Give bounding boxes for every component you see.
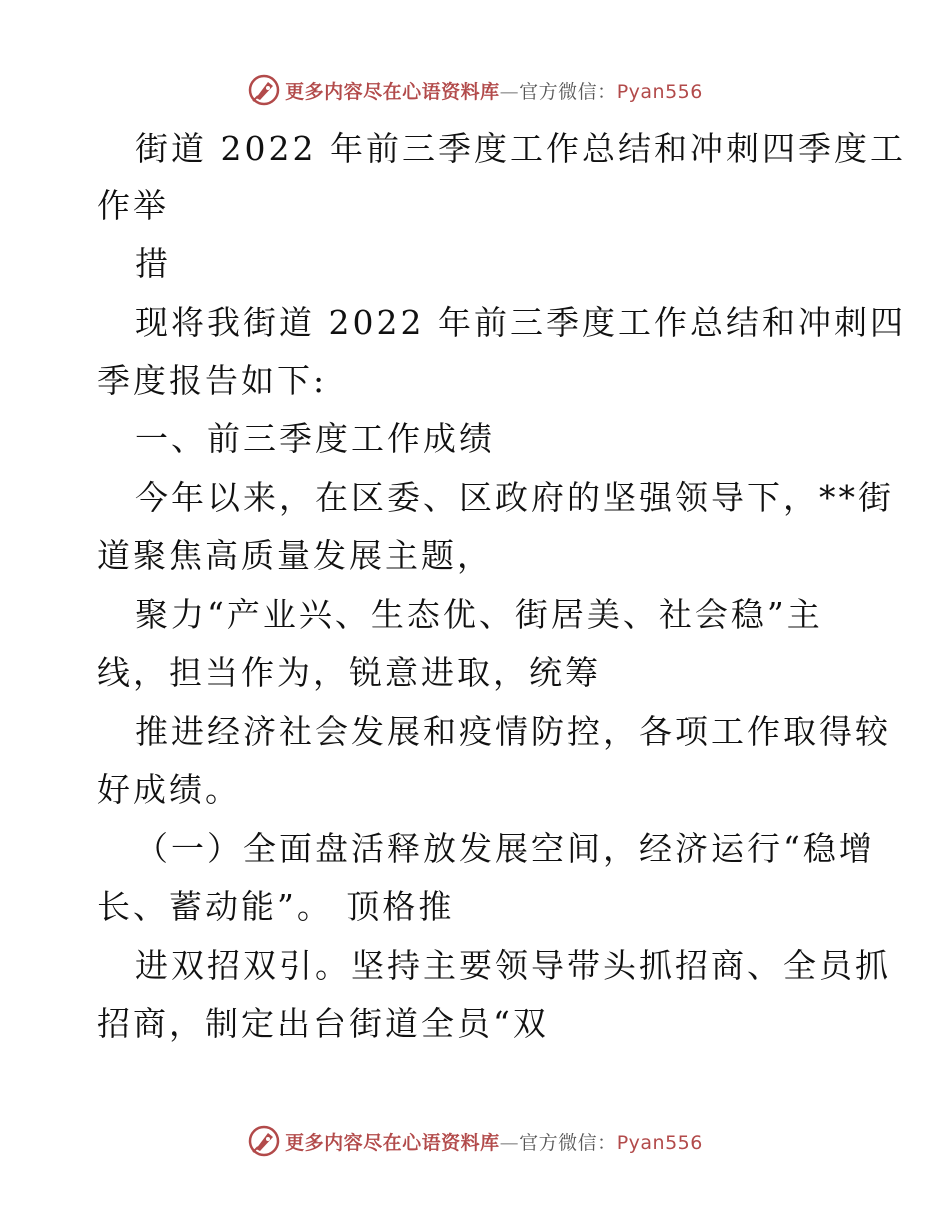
- pen-nib-logo-icon: [247, 73, 281, 107]
- paragraph-line: 招商，制定出台街道全员“双: [97, 1004, 549, 1043]
- paragraph-line: 推进经济社会发展和疫情防控，各项工作取得较: [135, 712, 891, 751]
- title-line-1: 街道 2022 年前三季度工作总结和冲刺四季度工: [135, 129, 906, 168]
- section-heading: 一、前三季度工作成绩: [135, 419, 495, 458]
- watermark-sub: 官方微信：: [519, 1131, 617, 1154]
- footer-watermark: [0, 1121, 950, 1161]
- paragraph-line: 季度报告如下:: [97, 361, 328, 400]
- watermark-separator: —: [499, 80, 520, 103]
- paragraph-line: 现将我街道 2022 年前三季度工作总结和冲刺四: [135, 303, 906, 342]
- watermark-sub: 官方微信：: [519, 80, 617, 103]
- header-watermark: [0, 70, 950, 110]
- watermark-main: 更多内容尽在心语资料库: [285, 1131, 500, 1154]
- watermark-main: 更多内容尽在心语资料库: [285, 80, 500, 103]
- paragraph-line: 聚力“产业兴、生态优、街居美、社会稳”主: [135, 595, 823, 634]
- paragraph-line: 好成绩。: [97, 770, 241, 809]
- title-line-2: 作举: [97, 186, 169, 225]
- paragraph-line: 线，担当作为，锐意进取，统筹: [97, 653, 601, 692]
- paragraph-line: 道聚焦高质量发展主题，: [97, 536, 493, 575]
- watermark-separator: —: [499, 1131, 520, 1154]
- watermark-id: Pyan556: [616, 80, 703, 103]
- watermark-text: [285, 1128, 703, 1155]
- watermark-text: [285, 77, 703, 104]
- paragraph-line: （一）全面盘活释放发展空间，经济运行“稳增: [135, 829, 875, 868]
- pen-nib-logo-icon: [247, 1124, 281, 1158]
- paragraph-line: 今年以来，在区委、区政府的坚强领导下，**街: [135, 478, 894, 517]
- watermark-id: Pyan556: [616, 1131, 703, 1154]
- title-line-3: 措: [135, 244, 171, 283]
- paragraph-line: 长、蓄动能”。 顶格推: [97, 887, 455, 926]
- paragraph-line: 进双招双引。坚持主要领导带头抓招商、全员抓: [135, 946, 891, 985]
